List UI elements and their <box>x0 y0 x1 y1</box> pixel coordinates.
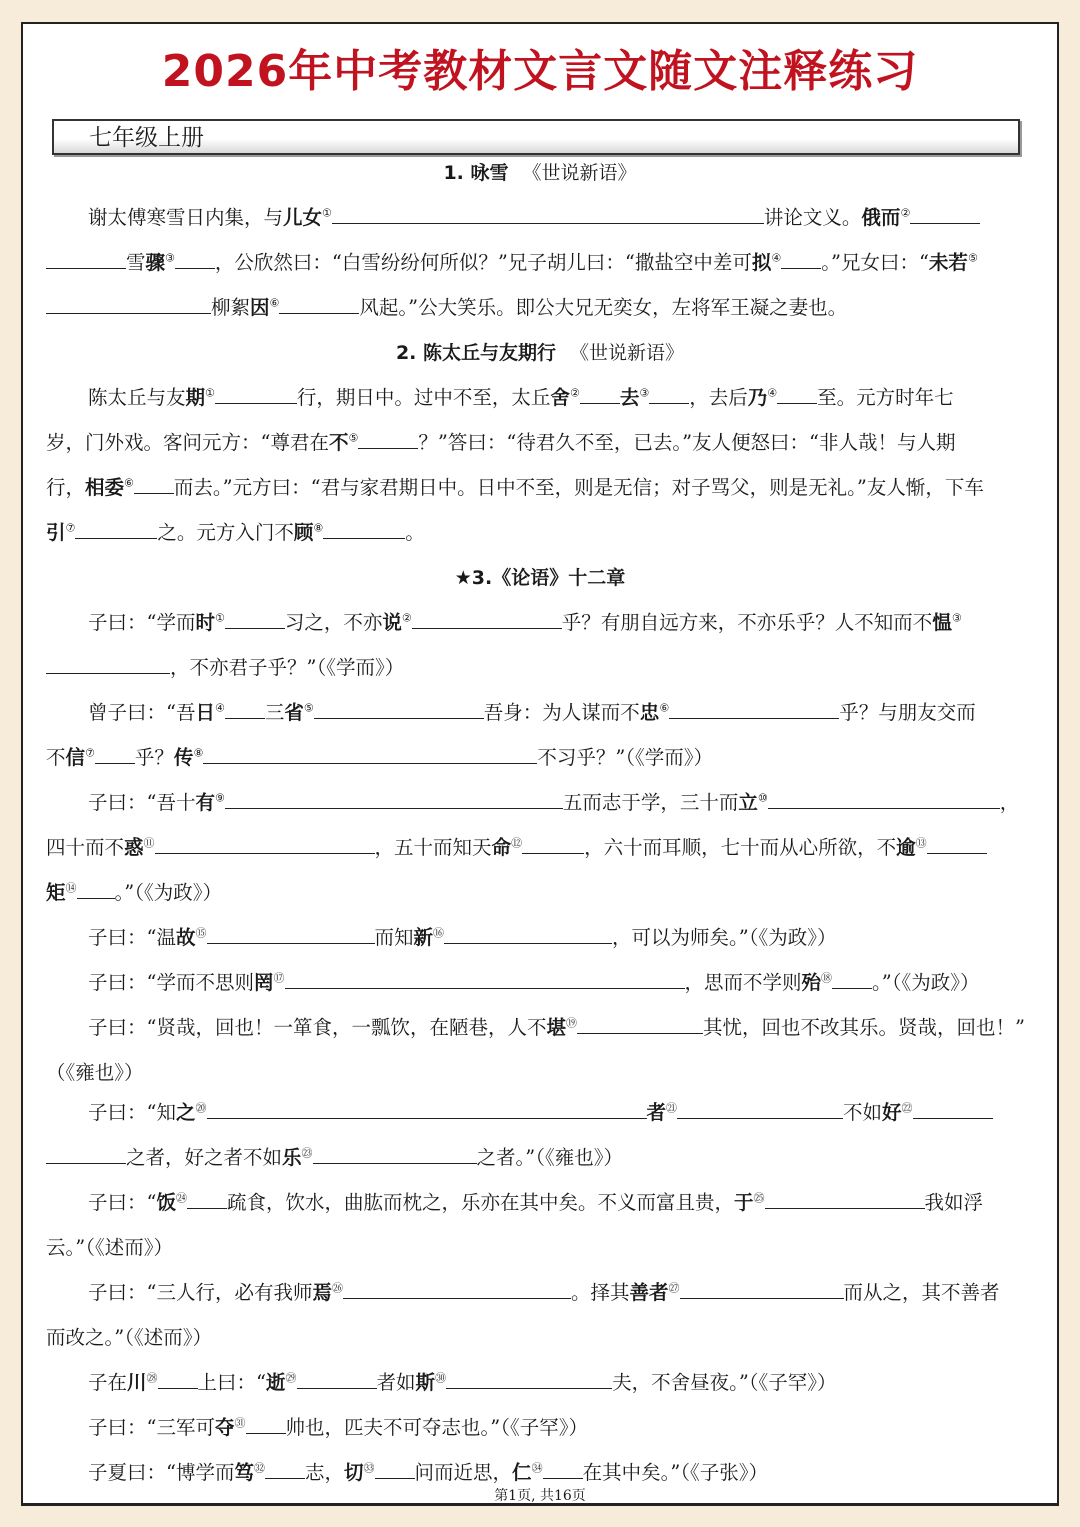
passage-text: ， <box>999 791 1020 814</box>
answer-blank[interactable] <box>781 250 821 269</box>
annotated-word: 因 <box>250 296 270 319</box>
passage-text: ，六十而耳顺，七十而从心所欲，不 <box>584 836 897 859</box>
text-line <box>46 1235 1030 1261</box>
answer-blank[interactable] <box>577 1015 703 1034</box>
passage-text: 而知 <box>374 926 414 949</box>
note-marker: ㉒ <box>901 1101 913 1115</box>
answer-blank[interactable] <box>910 205 980 224</box>
passage-text: 乎？与朋友交而 <box>839 701 976 724</box>
note-marker: ㉖ <box>332 1281 343 1295</box>
annotated-word: 逾 <box>896 836 916 859</box>
annotated-word: 引 <box>46 521 66 544</box>
answer-blank[interactable] <box>446 1370 612 1389</box>
answer-blank[interactable] <box>46 250 126 269</box>
annotated-word: 堪 <box>546 1016 566 1039</box>
note-marker: ⑧ <box>313 521 324 535</box>
passage-text: ？”答曰：“待君久不至，已去。”友人便怒曰：“非人哉！与人期 <box>418 431 956 454</box>
answer-blank[interactable] <box>913 1100 993 1119</box>
annotated-word: 仁 <box>512 1461 532 1484</box>
answer-blank[interactable] <box>768 790 1000 809</box>
annotated-word: 舍 <box>550 386 570 409</box>
annotated-word: 者 <box>646 1101 667 1124</box>
annotated-word: 骤 <box>145 251 166 274</box>
annotated-word: 逝 <box>266 1371 286 1394</box>
annotated-word: 日 <box>195 701 215 724</box>
answer-blank[interactable] <box>279 295 359 314</box>
text-line <box>46 1325 1030 1351</box>
note-marker: ② <box>569 386 580 400</box>
passage-text: 不 <box>46 746 66 769</box>
note-marker: ⑨ <box>215 791 225 805</box>
answer-blank[interactable] <box>215 385 297 404</box>
annotated-word: 饭 <box>156 1191 176 1214</box>
passage-text: 不如 <box>843 1101 883 1124</box>
passage-text: 。”（《为政》） <box>872 971 980 994</box>
annotated-word: 愠 <box>932 611 952 634</box>
section-source: 《世说新语》 <box>522 162 637 184</box>
note-marker: ④ <box>215 701 225 715</box>
passage-text: 而从之，其不善者 <box>843 1281 1000 1304</box>
annotated-word: 信 <box>65 746 86 769</box>
note-marker: ⑯ <box>433 926 445 940</box>
passage-text: 。”（《为政》） <box>114 881 222 904</box>
answer-blank[interactable] <box>649 385 689 404</box>
note-marker: ㉑ <box>666 1101 678 1115</box>
page-footer: 第1页, 共16页 <box>494 1488 586 1504</box>
passage-text: 柳絮 <box>211 296 251 319</box>
answer-blank[interactable] <box>77 880 115 899</box>
passage-text: 子曰：“ <box>88 1191 157 1214</box>
annotated-word: 乃 <box>747 386 768 409</box>
note-marker: ㉘ <box>146 1371 158 1385</box>
passage-text: 上曰：“ <box>197 1371 267 1394</box>
passage-text: 而改之。”（《述而》） <box>46 1326 212 1349</box>
annotated-word: 忠 <box>639 701 660 724</box>
note-marker: ⑦ <box>85 746 95 760</box>
annotated-word: 故 <box>175 926 196 949</box>
passage-text: 风起。”公大笑乐。即公大兄无奕女，左将军王凝之妻也。 <box>359 296 848 319</box>
note-marker: ㉞ <box>531 1461 543 1475</box>
passage-text: 。”兄女曰：“ <box>821 251 929 274</box>
passage-text: 乎？有朋自远方来，不亦乐乎？人不知而不 <box>561 611 933 634</box>
passage-text: 子曰：“吾十 <box>88 791 196 814</box>
passage-text: 子曰：“贤哉，回也！一箪食，一瓢饮，在陋巷，人不 <box>88 1016 547 1039</box>
annotated-word: 于 <box>734 1191 754 1214</box>
answer-blank[interactable] <box>297 1370 377 1389</box>
answer-blank[interactable] <box>158 1370 198 1389</box>
answer-blank[interactable] <box>134 475 174 494</box>
answer-blank[interactable] <box>677 1100 843 1119</box>
answer-blank[interactable] <box>669 700 839 719</box>
note-marker: ㉚ <box>435 1371 447 1385</box>
passage-text: 习之，不亦 <box>284 611 383 634</box>
annotated-word: 笃 <box>234 1461 254 1484</box>
passage-text: 。择其 <box>571 1281 630 1304</box>
annotated-word: 有 <box>195 791 215 814</box>
passage-text: 之者。”（《雍也》） <box>476 1146 624 1169</box>
text-line <box>88 1100 1030 1126</box>
passage-text: 三 <box>264 701 285 724</box>
text-line <box>46 1145 1030 1171</box>
annotated-word: 矩 <box>46 881 66 904</box>
answer-blank[interactable] <box>187 1190 227 1209</box>
passage-text: 五而志于学，三十而 <box>562 791 739 814</box>
passage-text: 子曰：“学而 <box>88 611 196 634</box>
note-marker: ⑥ <box>269 296 280 310</box>
answer-blank[interactable] <box>777 385 817 404</box>
answer-blank[interactable] <box>832 970 872 989</box>
annotated-word: 新 <box>413 926 434 949</box>
note-marker: ㉜ <box>254 1461 265 1475</box>
note-marker: ⑦ <box>65 521 76 535</box>
annotated-word: 相委 <box>85 476 125 499</box>
section-title: 1. 咏雪 <box>443 162 509 184</box>
note-marker: ⑲ <box>566 1016 577 1030</box>
note-marker: ⑳ <box>195 1101 207 1115</box>
annotated-word: 切 <box>344 1461 364 1484</box>
passage-text: 行，期日中。过中不至，太丘 <box>296 386 551 409</box>
answer-blank[interactable] <box>175 250 215 269</box>
text-line <box>46 745 1030 771</box>
note-marker: ㉗ <box>668 1281 680 1295</box>
text-line <box>46 1060 1030 1086</box>
text-line <box>88 1190 1030 1216</box>
annotated-word: 川 <box>127 1371 147 1394</box>
note-marker: ⑮ <box>195 926 207 940</box>
answer-blank[interactable] <box>207 925 375 944</box>
passage-text: 子夏曰：“博学而 <box>88 1461 235 1484</box>
answer-blank[interactable] <box>543 1460 583 1479</box>
note-marker: ⑤ <box>967 251 978 265</box>
passage-text: 至。元方时年七 <box>817 386 954 409</box>
note-marker: ⑫ <box>511 836 523 850</box>
note-marker: ④ <box>771 251 782 265</box>
annotated-word: 省 <box>284 701 304 724</box>
annotated-word: 好 <box>882 1101 902 1124</box>
answer-blank[interactable] <box>46 1145 126 1164</box>
note-marker: ㉝ <box>363 1461 375 1475</box>
text-line <box>88 1415 1030 1441</box>
answer-blank[interactable] <box>444 925 612 944</box>
answer-blank[interactable] <box>314 700 484 719</box>
passage-text: 疏食，饮水，曲肱而枕之，乐亦在其中矣。不义而富且贵， <box>227 1191 735 1214</box>
passage-text: 谢太傅寒雪日内集，与 <box>88 206 284 229</box>
answer-blank[interactable] <box>765 1190 925 1209</box>
annotated-word: 善者 <box>629 1281 669 1304</box>
note-marker: ㉙ <box>285 1371 297 1385</box>
passage-text: 其忧，回也不改其乐。贤哉，回也！” <box>703 1016 1025 1039</box>
annotated-word: 夺 <box>214 1416 235 1439</box>
section-title: ★3.《论语》十二章 <box>454 567 626 589</box>
note-marker: ② <box>401 611 412 625</box>
text-line <box>88 1370 1030 1396</box>
note-marker: ㉔ <box>176 1191 187 1205</box>
answer-blank[interactable] <box>285 970 685 989</box>
annotated-word: 顾 <box>293 521 314 544</box>
passage-text: 我如浮 <box>924 1191 984 1214</box>
note-marker: ㉛ <box>234 1416 246 1430</box>
annotated-word: 乐 <box>282 1146 302 1169</box>
document-title: 2026年中考教材文言文随文注释练习 <box>161 46 919 97</box>
passage-text: 子曰：“三军可 <box>88 1416 215 1439</box>
passage-text: ，思而不学则 <box>684 971 802 994</box>
note-marker: ① <box>215 611 225 625</box>
section-title: 2. 陈太丘与友期行 <box>395 342 557 364</box>
answer-blank[interactable] <box>927 835 987 854</box>
passage-text: 乎？ <box>134 746 174 769</box>
text-line <box>46 250 1030 276</box>
note-marker: ② <box>900 206 911 220</box>
note-marker: ⑥ <box>659 701 670 715</box>
passage-text: ，不亦君子乎？”（《学而》） <box>170 656 405 679</box>
passage-text: 子曰：“知 <box>88 1101 176 1124</box>
passage-text: 志， <box>305 1461 345 1484</box>
note-marker: ① <box>322 206 332 220</box>
note-marker: ㉓ <box>301 1146 313 1160</box>
text-line <box>88 970 1030 996</box>
answer-blank[interactable] <box>265 1460 305 1479</box>
text-line <box>46 880 1030 906</box>
passage-text: 讲论文义。 <box>763 206 862 229</box>
text-line <box>88 700 1030 726</box>
passage-text: 子曰：“温 <box>88 926 176 949</box>
text-line <box>88 1015 1030 1041</box>
note-marker: ㉕ <box>753 1191 765 1205</box>
passage-text: 。 <box>405 521 425 544</box>
passage-text: 之者，好之者不如 <box>126 1146 283 1169</box>
text-line <box>88 610 1030 636</box>
passage-text: 云。”（《述而》） <box>46 1236 173 1259</box>
text-line <box>88 790 1030 816</box>
passage-text: 者如 <box>376 1371 416 1394</box>
note-marker: ④ <box>767 386 778 400</box>
answer-blank[interactable] <box>375 1460 415 1479</box>
annotated-word: 期 <box>185 386 206 409</box>
passage-text: 陈太丘与友 <box>88 386 186 409</box>
section-heading-1 <box>0 160 1080 186</box>
passage-text: 子曰：“三人行，必有我师 <box>88 1281 313 1304</box>
text-line <box>46 475 1030 501</box>
answer-blank[interactable] <box>46 295 211 314</box>
passage-text: 帅也，匹夫不可夺志也。”（《子罕》） <box>285 1416 588 1439</box>
answer-blank[interactable] <box>225 610 285 629</box>
passage-text: 四十而不 <box>46 836 125 859</box>
note-marker: ⑧ <box>193 746 204 760</box>
passage-text: 不习乎？”（《学而》） <box>537 746 714 769</box>
text-line <box>46 655 1030 681</box>
annotated-word: 斯 <box>415 1371 436 1394</box>
annotated-word: 罔 <box>253 971 274 994</box>
passage-text: 而去。”元方曰：“君与家君期日中。日中不至，则是无信；对子骂父，则是无礼。”友人惭，下车 <box>173 476 984 499</box>
note-marker: ⑭ <box>65 881 77 895</box>
note-marker: ③ <box>951 611 962 625</box>
note-marker: ⑤ <box>348 431 359 445</box>
grade-label: 七年级上册 <box>89 125 204 151</box>
note-marker: ① <box>205 386 215 400</box>
answer-blank[interactable] <box>95 745 135 764</box>
answer-blank[interactable] <box>75 520 157 539</box>
passage-text: 子在 <box>88 1371 128 1394</box>
annotated-word: 传 <box>173 746 194 769</box>
note-marker: ⑩ <box>757 791 768 805</box>
text-line <box>46 430 1030 456</box>
section-source: 《世说新语》 <box>570 342 685 364</box>
annotated-word: 说 <box>382 611 402 634</box>
answer-blank[interactable] <box>412 610 562 629</box>
passage-text: 夫，不舍昼夜。”（《子罕》） <box>612 1371 837 1394</box>
passage-text: 曾子曰：“吾 <box>88 701 196 724</box>
passage-text: 在其中矣。”（《子张》） <box>582 1461 769 1484</box>
annotated-word: 拟 <box>751 251 772 274</box>
answer-blank[interactable] <box>358 430 418 449</box>
passage-text: ，可以为师矣。”（《为政》） <box>612 926 837 949</box>
grade-banner <box>52 119 1020 155</box>
passage-text: ，五十而知天 <box>374 836 492 859</box>
answer-blank[interactable] <box>680 1280 844 1299</box>
answer-blank[interactable] <box>207 1100 647 1119</box>
passage-text: 问而近思， <box>414 1461 513 1484</box>
annotated-word: 殆 <box>801 971 822 994</box>
text-line <box>46 835 1030 861</box>
answer-blank[interactable] <box>203 745 537 764</box>
annotated-word: 命 <box>491 836 512 859</box>
answer-blank[interactable] <box>580 385 620 404</box>
annotated-word: 未若 <box>928 251 968 274</box>
text-line <box>88 925 1030 951</box>
annotated-word: 去 <box>619 386 640 409</box>
section-heading-2 <box>0 340 1080 366</box>
note-marker: ⑤ <box>303 701 314 715</box>
passage-text: ，去后 <box>689 386 748 409</box>
answer-blank[interactable] <box>522 835 584 854</box>
annotated-word: 俄而 <box>861 206 901 229</box>
annotated-word: 惑 <box>124 836 144 859</box>
answer-blank[interactable] <box>225 700 265 719</box>
text-line <box>88 205 1030 231</box>
annotated-word: 时 <box>195 611 215 634</box>
passage-text: 雪 <box>126 251 146 274</box>
answer-blank[interactable] <box>155 835 375 854</box>
text-line <box>46 520 1030 546</box>
text-line <box>88 1280 1030 1306</box>
passage-text: 吾身：为人谋而不 <box>483 701 640 724</box>
answer-blank[interactable] <box>46 655 170 674</box>
annotated-word: 儿女 <box>283 206 323 229</box>
answer-blank[interactable] <box>225 790 563 809</box>
answer-blank[interactable] <box>313 1145 477 1164</box>
note-marker: ⑥ <box>124 476 134 490</box>
note-marker: ⑰ <box>273 971 285 985</box>
annotated-word: 焉 <box>312 1281 332 1304</box>
answer-blank[interactable] <box>332 205 764 224</box>
passage-text: （《雍也》） <box>46 1061 144 1084</box>
note-marker: ③ <box>639 386 650 400</box>
passage-text: 行， <box>46 476 86 499</box>
text-line <box>88 385 1030 411</box>
text-line <box>46 295 1030 321</box>
passage-text: 子曰：“学而不思则 <box>88 971 254 994</box>
note-marker: ⑱ <box>821 971 833 985</box>
answer-blank[interactable] <box>246 1415 286 1434</box>
text-line <box>88 1460 1030 1486</box>
annotated-word: 之 <box>175 1101 196 1124</box>
annotated-word: 立 <box>738 791 758 814</box>
passage-text: 岁，门外戏。客问元方：“尊君在 <box>46 431 329 454</box>
note-marker: ③ <box>165 251 175 265</box>
answer-blank[interactable] <box>323 520 405 539</box>
section-heading-3 <box>0 565 1080 591</box>
note-marker: ⑬ <box>915 836 927 850</box>
passage-text: ，公欣然曰：“白雪纷纷何所似？”兄子胡儿曰：“撒盐空中差可 <box>214 251 752 274</box>
annotated-word: 不 <box>328 431 349 454</box>
passage-text: 之。元方入门不 <box>157 521 294 544</box>
note-marker: ⑪ <box>143 836 155 850</box>
answer-blank[interactable] <box>343 1280 571 1299</box>
